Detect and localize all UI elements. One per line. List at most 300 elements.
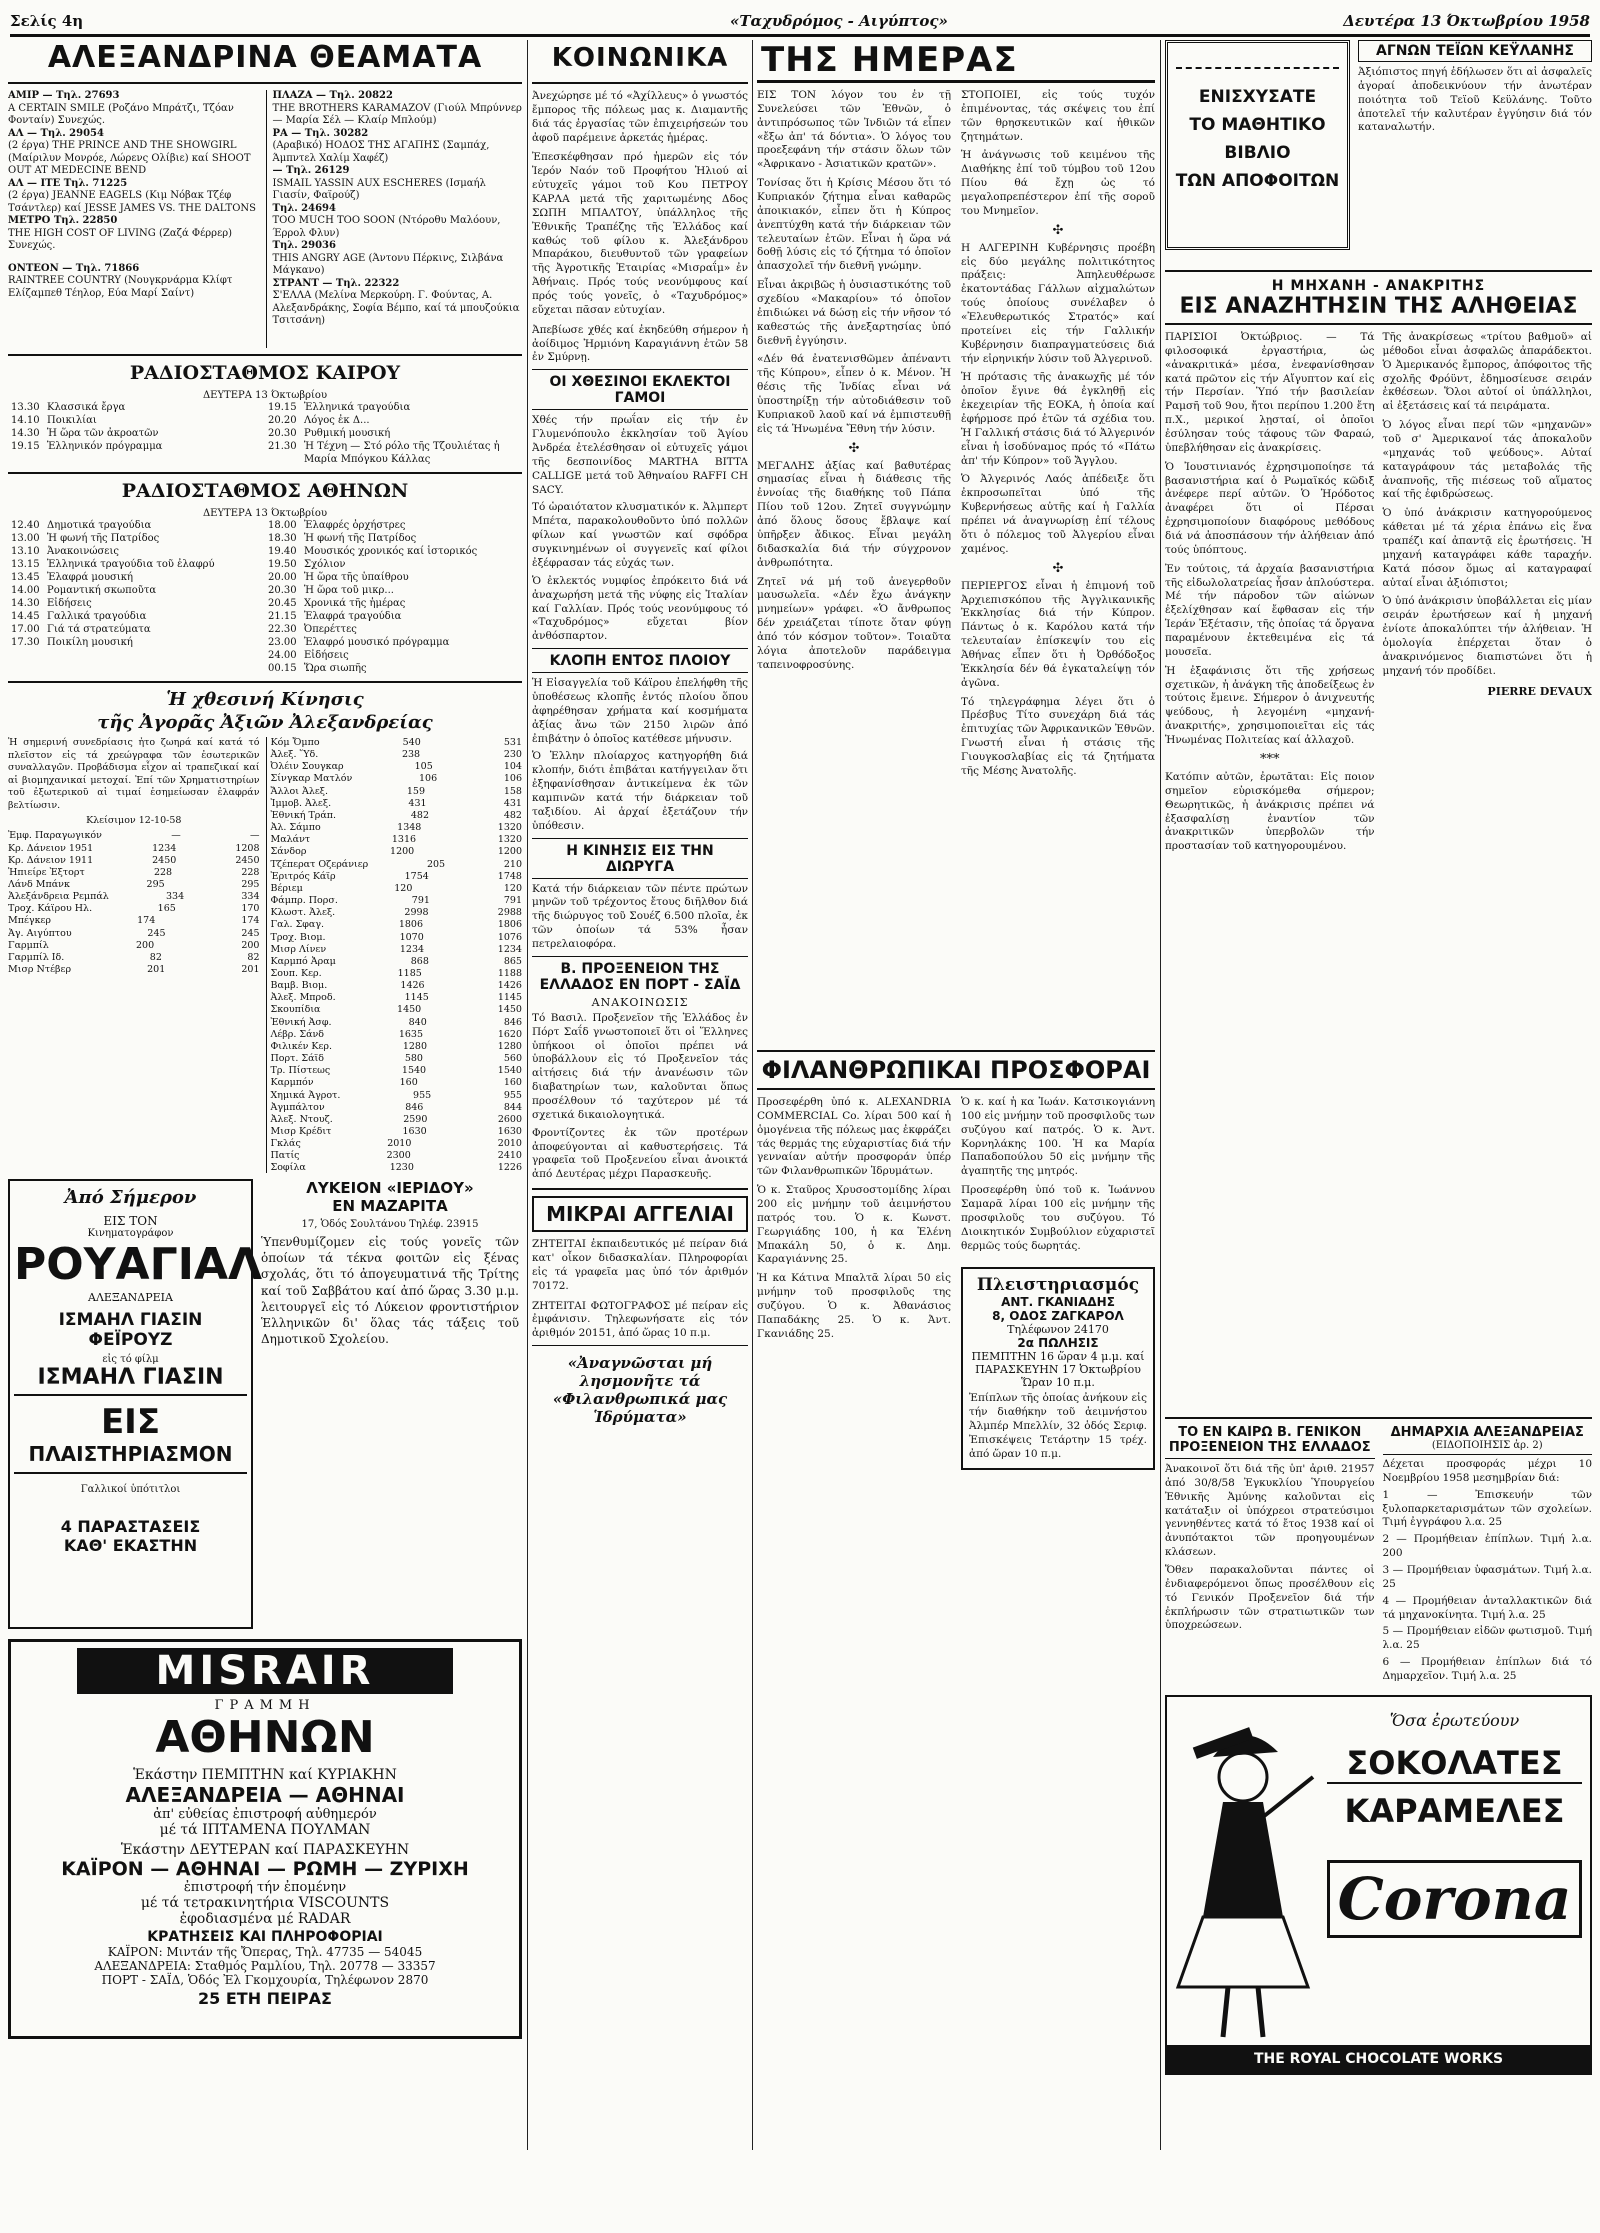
stock-cell: 865: [503, 955, 522, 967]
auction-line: Τηλέφωνον 24170: [1007, 1323, 1109, 1337]
schedule-row: [11, 623, 262, 636]
schedule-program: Ἡ Τέχνη — Στό ρόλο τῆς Τζουλιέτας ἡ Μαρία Μπόγκου Κάλλας: [304, 441, 500, 465]
stock-cell: 1145: [497, 992, 522, 1004]
schedule-row: [268, 584, 519, 597]
ad-line: ΒΙΒΛΙΟ: [1224, 143, 1291, 163]
stock-cell: Σουπ. Κερ.: [270, 967, 322, 979]
schedule-row: [268, 623, 519, 636]
ad-line: ΑΛΕΞΑΝΔΡΕΙΑ — ΑΘΗΝΑΙ: [125, 1783, 405, 1807]
stock-cell: 201: [147, 964, 166, 976]
schedule-program: Ὀπερέττες: [304, 624, 357, 635]
schedule-program: Λόγος ἐκ Δ...: [304, 415, 370, 426]
stock-cell: 238: [401, 749, 421, 761]
stock-row: [271, 895, 523, 907]
article-paragraph: Φροντίζοντες ἐκ τῶν προτέρων ἀποφεύγονται αἱ καθυστερήσεις. Τά γραφεῖα τοῦ Προξενείου εἶναι ἀνοικτά ἀπό Δευτέρας μέχρι Παρασκευῆς.: [532, 1126, 748, 1181]
divider: [8, 82, 522, 84]
schedule-row: [268, 440, 519, 466]
municipality-item: 6 — Προμήθειαν ἐπίπλων διά τό Δημαρχεῖον. Τιμή λ.α. 25: [1382, 1656, 1592, 1683]
divider: [532, 956, 748, 957]
schedule-row: [268, 636, 519, 649]
stock-cell: Βαμβ. Βιομ.: [270, 980, 328, 992]
article-paragraph: ΣΤΟΠΟΙΕΙ, εἰς τούς τυχόν ἐπιμένοντας, τάς σκέψεις του ἐπί τῶν θρησκευτικῶν καί ἠθικῶν ζητημάτων.: [961, 89, 1155, 143]
cinema-entry: THE BROTHERS KARAMAZOV (Γιούλ Μπρύννερ — Μαρία Σέλ — Κλαίρ Μπλούμ): [272, 102, 522, 126]
schedule-time: 21.30: [268, 441, 297, 452]
schedule-row: [11, 584, 262, 597]
cinema-entry: ΡΑ — Τηλ. 30282: [272, 127, 369, 139]
schedule-program: Ἡ ὥρα τῆς ὑπαίθρου: [304, 572, 409, 583]
article-paragraph: Ὁ ὑπό ἀνάκρισιν κατηγορούμενος κάθεται μέ τά χέρια ἐπάνω εἰς ἕνα τραπέζι καί ἀπαντᾷ εἰς ἐρωτήσεις. Ἡ μηχανή καταγράφει κάθε ταραχήν. Κατά πόσον ὅμως αἱ καταγραφαί αὐταί εἶναι ἀξιόπιστοι;: [1382, 507, 1592, 589]
consulate-notice: [1165, 1425, 1375, 1685]
schedule-time: 19.50: [268, 559, 297, 570]
stock-cell: 200: [241, 939, 260, 951]
auction-line: ΑΝΤ. ΓΚΑΝΙΑΔΗΣ: [1001, 1295, 1115, 1310]
stock-row: [271, 737, 523, 749]
schedule-time: 18.30: [268, 533, 297, 544]
schedule-row: [268, 545, 519, 558]
stock-cell: 106: [503, 773, 522, 785]
stock-cell: Λέβρ. Σάνδ: [270, 1028, 325, 1040]
ad-line: μέ τά τετρακινητήρια VISCOUNTS: [140, 1895, 390, 1911]
schedule-row: [268, 401, 519, 414]
charity-col-b: [961, 1096, 1155, 1470]
royal-cinema-ad[interactable]: [8, 1179, 263, 1629]
stock-cell: 846: [503, 1016, 522, 1028]
truth-article: [1165, 331, 1592, 1411]
schedule-program: Ρομαντική σκωποῦτα: [47, 585, 157, 596]
article-paragraph: Ἐν τούτοις, τά ἀρχαία βασανιστήρια τῆς εἰδωλολατρείας ἦσαν ἀπλούστερα. Μέ τήν πάροδον τῶν αἰώνων ἐξελίχθησαν καί ἔφθασαν εἰς τήν Ἱεράν Ἐξέτασιν, τῆς ὁποίας τά ὄργανα παραμένουν ἐκτεθειμένα εἰς τά μουσεῖα.: [1165, 562, 1375, 658]
ad-line: ΓΡΑΜΜΗ: [214, 1698, 316, 1713]
stock-cell: 165: [157, 903, 176, 915]
cinema-entry: ISMAIL YASSIN AUX ESCHERES (Ισμαήλ Γιασίν, Φαϊρούζ): [272, 177, 486, 201]
ad-line: ΣΟΚΟΛΑΤΕΣ: [1327, 1744, 1582, 1784]
schedule-row: [268, 558, 519, 571]
schedule-row: [268, 414, 519, 427]
schedule-program: Ρυθμική μουσική: [304, 428, 391, 439]
stock-cell: Ἐθνική Τράπ.: [270, 809, 337, 821]
stock-cell: 1806: [497, 919, 522, 931]
stock-cell: 174: [137, 915, 156, 927]
stock-cell: 170: [241, 903, 260, 915]
stock-cell: Κρ. Δάνειον 1951: [8, 842, 94, 854]
classified-ad[interactable]: ΖΗΤΕΙΤΑΙ ἐκπαιδευτικός μέ πείραν διά κατ' οἶκον διδασκαλίαν. Πληροφορίαι εἰς τά γραφεῖα μας ὑπό τόν ἀριθμόν 70172.: [532, 1238, 748, 1292]
stock-cell: 1280: [402, 1040, 428, 1052]
schedule-program: Ἡ ὥρα τοῦ μικρ...: [304, 585, 394, 596]
ad-line: ΑΘΗΝΩΝ: [155, 1712, 375, 1763]
stock-cell: 158: [503, 785, 522, 797]
schedule-time: 21.15: [268, 611, 297, 622]
stock-cell: 1540: [497, 1065, 522, 1077]
lyceum-text: Ὑπενθυμίζομεν εἰς τούς γονεῖς τῶν ὁποίων τά τέκνα φοιτῶν εἰς ξένας σχολάς, ὅτι τό ἀπογευματινά τῆς Τρίτης καί τοῦ Σαββάτου καί ἀπό ὥρας 3.30 μ.μ. λειτουργεῖ εἰς τό Λύκειον φροντιστήριον Ἑλληνικῶν δι' ὅλας τάς τάξεις τοῦ Δημοτικοῦ Σχολείου.: [261, 1235, 519, 1347]
stock-row: [271, 956, 523, 968]
graduates-book-ad[interactable]: [1165, 40, 1350, 250]
schedule-program: Κλασσικά ἔργα: [47, 402, 126, 413]
divider: [532, 1188, 748, 1190]
schedule-program: Ἑλληνικόν πρόγραμμα: [47, 441, 163, 452]
stock-cell: 1630: [497, 1126, 522, 1137]
article-paragraph: Χθές τήν πρωΐαν εἰς τήν ἐν Γλυμενόπουλο ἐκκλησίαν τοῦ Ἁγίου Ἀνδρέα ἐτελέσθησαν οἱ εὐτυχεῖς γάμοι τῆς δεσποινίδος MARTHA BITTA CALLIGE μετά τοῦ Ἀθηναίου RAFFI CH SACY.: [532, 414, 748, 496]
stock-row: [271, 749, 523, 761]
stock-row: [271, 944, 523, 956]
ad-line: ΙΣΜΑΗΛ ΓΙΑΣΙΝ: [14, 1365, 247, 1396]
lyceum-subtitle: ΕΝ ΜΑΖΑΡΙΤΑ: [332, 1197, 448, 1215]
stock-cell: Γκλάς: [270, 1138, 301, 1150]
stock-cell: 1806: [398, 919, 424, 931]
stock-cell: 106: [419, 773, 438, 785]
schedule-program: Ἐλαφρές ὀρχήστρες: [304, 520, 406, 531]
stock-row: [271, 1102, 523, 1114]
stock-row: [271, 1065, 523, 1077]
column-day: [757, 40, 1155, 2225]
stock-row: [8, 830, 260, 842]
stock-row: [8, 855, 260, 867]
stock-cell: 2010: [387, 1138, 412, 1150]
cinema-entry: TOO MUCH TOO SOON (Ντόροθυ Μαλόουν, Έρρολ Φλυν): [272, 215, 501, 239]
stock-cell: 1234: [152, 842, 177, 854]
schedule-program: Ἐλαφρά τραγούδια: [304, 611, 402, 622]
municipality-item: 1 — Ἐπισκευήν τῶν ξυλοπαρκεταρισμάτων τῶν σχολείων. Τιμή ἐγγράφου λ.α. 25: [1382, 1488, 1592, 1529]
headline-municipality: ΔΗΜΑΡΧΙΑ ΑΛΕΞΑΝΔΡΕΙΑΣ: [1390, 1425, 1584, 1440]
stock-cell: 160: [503, 1077, 522, 1089]
stock-row: [8, 843, 260, 855]
stock-row: [271, 1126, 523, 1138]
stock-row: [271, 919, 523, 931]
stock-cell: 955: [413, 1089, 432, 1101]
stock-row: [8, 891, 260, 903]
stocks-title: Ἡ χθεσινή Κίνησις: [166, 689, 364, 710]
section-ornament: ✣: [1052, 560, 1064, 576]
stock-cell: 2300: [386, 1150, 411, 1162]
schedule-left: [8, 401, 265, 466]
lyceum-notice: [261, 1179, 519, 1629]
charity-section: [757, 1050, 1155, 1470]
stock-row: [8, 940, 260, 952]
schedule-row: [11, 532, 262, 545]
cinema-entry: ΑΛ — Τηλ. 29054: [8, 127, 104, 139]
stock-cell: Καρμπό Ἀραμ: [270, 955, 336, 967]
stock-cell: Γαλ. Σφαγ.: [270, 919, 325, 931]
schedule-time: 12.40: [11, 520, 40, 531]
schedule-right: [265, 519, 522, 675]
ad-line: Ἑκάστην ΠΕΜΠΤΗΝ καί ΚΥΡΙΑΚΗΝ: [133, 1767, 397, 1783]
stock-row: [271, 859, 523, 871]
schedule-program: Ποικίλη μουσική: [47, 637, 133, 648]
article-paragraph: Προσεφέρθη ὑπό κ. ALEXANDRIA COMMERCIAL Co. λίραι 500 καί ἡ ὁμογένεια τῆς πόλεως μας ἐκφράζει τάς θερμάς της εὐχαριστίας διά τήν γενναίαν αὐτήν προσφοράν ὑπέρ τῶν Φιλανθρωπικῶν Ἱδρυμάτων.: [757, 1096, 951, 1178]
stock-cell: 1145: [404, 992, 429, 1004]
headline-canal: Η ΚΙΝΗΣΙΣ ΕΙΣ ΤΗΝ ΔΙΩΡΥΓΑ: [532, 843, 748, 879]
stock-cell: 2998: [404, 907, 429, 919]
stock-cell: Τζέπερατ Οζεράνιερ: [270, 858, 369, 870]
schedule-time: 17.00: [11, 624, 40, 635]
stock-cell: 431: [408, 797, 427, 809]
schedule-program: Γιά τά στρατεύματα: [47, 624, 151, 635]
paper-name: «Ταχυδρόμος - Αιγύπτος»: [730, 12, 948, 30]
stock-row: [8, 867, 260, 879]
schedule-time: 19.40: [268, 546, 297, 557]
ad-line: ΠΟΡΤ - ΣΑΪΔ, Ὁδός Ἐλ Γκομχουρία, Τηλέφωνον 2870: [101, 1973, 429, 1987]
divider: [8, 681, 522, 683]
ad-line: ΕΝΙΣΧΥΣΑΤΕ: [1198, 87, 1317, 107]
stock-row: [271, 907, 523, 919]
column-social: [532, 40, 748, 2225]
article-paragraph: Ἡ πρότασις τῆς ἀνακωχῆς μέ τόν ὁποῖον ἔγινε θά ἐγκληθῇ εἰς ἐκεχειρίαν τῆς ΕΟΚΑ, ἡ ὁποία καί ἐφήρμοσε πρό ἐτῶν τά σχέδια του. Ἡ Γαλλική στάσις διά τό Ἀλγερινόν εἶναι ἡ ἰσοδύναμος πρός τό «Πάτω ἀπ' τήν Κύπρον» τοῦ Ἄγγλου.: [961, 371, 1155, 467]
stock-cell: Λάνδ Μπάνκ: [8, 878, 70, 890]
article-paragraph: Εἶναι ἀκριβῶς ἡ ὀυσιαστικότης τοῦ σχεδίου «Μακαρίου» τό ὁποῖον ἐπιδιώκει νά δώσῃ εἰς τήν νῆσον τό καθεστώς τῆς ἀνεξαρτησίας ὑπό διεθνῆ ἐγγύησιν.: [757, 279, 951, 347]
schedule-row: [268, 649, 519, 662]
schedule-program: Ἡ φωνή τῆς Πατρίδος: [47, 533, 160, 544]
auction-line: 2α ΠΩΛΗΣΙΣ: [1017, 1336, 1099, 1351]
cinema-entry: ΣΤΡΑΝΤ — Τηλ. 22322: [272, 277, 400, 289]
municipality-subtitle: (ΕΙΔΟΠΟΙΗΣΙΣ ἀρ. 2): [1383, 1440, 1593, 1455]
stock-cell: 560: [503, 1053, 522, 1065]
radio-cairo-day: ΔΕΥΤΕΡΑ 13 Όκτωβρίου: [202, 390, 328, 401]
truth-col-a: [1165, 331, 1375, 1411]
schedule-time: 20.20: [268, 415, 297, 426]
stocks-cotton: Κλείσιμον 12-10-58: [86, 815, 182, 827]
article-paragraph: Ὁ Ἑλλην πλοίαρχος κατηγορήθη διά κλοπήν, διότι ἐπιβάται κατήγγειλαν ὅτι ἐξηφανίσθησαν ἀντικείμενα ἐκ τῶν καμπινῶν κατά τήν διάρκειαν τοῦ ταξιδίου. Αἱ ἀρχαί ἐξετάζουν τήν ὑπόθεσιν.: [532, 750, 748, 832]
schedule-row: [268, 532, 519, 545]
stock-row: [271, 1004, 523, 1016]
schedule-row: [11, 610, 262, 623]
section-ornament: ✣: [848, 440, 860, 456]
schedule-time: 23.00: [268, 637, 297, 648]
article-paragraph: Τό ὡραιότατον κλυσματικόν κ. Ἀλμπερτ Μπέτα, παρακολουθοῦντο ὑπό πολλῶν φίλων καί γνωστῶν καί σφόδρα συγκινημένων οἱ συγγενεῖς καί φίλοι ἐξέφρασαν τάς εὐχάς των.: [532, 501, 748, 569]
schedule-program: Ἑλληνικά τραγούδια: [304, 402, 411, 413]
schedule-time: 14.45: [11, 611, 40, 622]
stock-cell: 1320: [497, 834, 522, 846]
stock-cell: 120: [394, 882, 413, 894]
schedule-time: 18.00: [268, 520, 297, 531]
schedule-time: 14.30: [11, 598, 40, 609]
headline-consulate: Β. ΠΡΟΞΕΝΕΙΟΝ ΤΗΣ ΕΛΛΑΔΟΣ ΕΝ ΠΟΡΤ - ΣΑΪΔ: [539, 960, 741, 993]
stock-row: [271, 932, 523, 944]
ad-line: 25 ΕΤΗ ΠΕΙΡΑΣ: [198, 1989, 332, 2008]
stock-cell: 1280: [497, 1040, 522, 1052]
stock-cell: 846: [405, 1101, 424, 1113]
stock-cell: 791: [411, 895, 430, 907]
schedule-time: 14.10: [11, 415, 40, 426]
stock-cell: Φιλικέν Κερ.: [270, 1040, 333, 1052]
stock-cell: 228: [241, 866, 260, 878]
stock-row: [271, 1053, 523, 1065]
col1-ads-row: [8, 1179, 522, 1629]
divider: [532, 648, 748, 649]
stock-cell: Σάνδορ: [270, 846, 307, 858]
misrair-ad[interactable]: [8, 1639, 522, 2039]
stock-cell: 868: [410, 955, 429, 967]
lyceum-title: ΛΥΚΕΙΟΝ «ΙΕΡΙΔΟΥ»: [306, 1179, 474, 1197]
stock-row: [8, 903, 260, 915]
stock-cell: Σίνγκαρ Ματλόν: [270, 773, 353, 785]
schedule-row: [268, 662, 519, 675]
section-ornament: ✣: [1052, 222, 1064, 238]
cinema-list-left: [8, 90, 258, 348]
stock-cell: 334: [166, 891, 185, 903]
schedule-program: Ἡ ὥρα τῶν ἀκροατῶν: [47, 428, 159, 439]
stock-cell: 230: [503, 749, 522, 761]
stock-cell: 1070: [399, 931, 424, 943]
section-title-social: ΚΟΙΝΩΝΙΚΑ: [551, 43, 729, 73]
ad-line: ΚΑΪΡΟΝ: Μιντάν τῆς Ὄπερας, Τηλ. 47735 — 54045: [107, 1945, 423, 1959]
schedule-program: Ποικιλίαι: [47, 415, 97, 426]
stock-cell: Κόμ Ὄμπο: [270, 737, 320, 748]
schedule-left: [8, 519, 265, 675]
article-paragraph: Ὁ ἐκλεκτός νυμφίος ἐπρόκειτο διά νά ἀναχωρήση μετά τῆς νύφης εἰς Ἰταλίαν καί Γαλλίαν. Πρός τούς νεονύμφους τό «Ταχυδρόμος» εὔχεται βίον ἀνθόσπαρτον.: [532, 574, 748, 643]
radio-athens-day: ΔΕΥΤΕΡΑ 13 Όκτωβρίου: [202, 508, 328, 519]
schedule-row: [268, 597, 519, 610]
article-paragraph: Ζητεῖ νά μή τοῦ ἀνεγερθοῦν μαυσωλεῖα. «Δέν ἔχω ἀνάγκην μνημείων» γράφει. «Ὁ ἄνθρωπος δέν χρειάζεται τίποτε ὅταν φύγῃ ἀπό τόν κόσμον τοῦτον». Τοιαῦτα λόγια ἀποτελοῦν παράδειγμα ταπεινοφροσύνης.: [757, 575, 951, 671]
schedule-row: [11, 558, 262, 571]
article-paragraph: Ἡ Εἰσαγγελία τοῦ Κάϊρου ἐπελήφθη τῆς ὑποθέσεως κλοπῆς ἐντός πλοίου ὅπου ἀφηρέθησαν χρήματα καί κοσμήματα ἀξίας ἄνω τῶν 2150 λιρῶν ἀπό ἐπιβάτην ὁ ὁποῖος κατέθεσε μήνυσιν.: [532, 677, 748, 745]
article-paragraph: Προσεφέρθη ὑπό τοῦ κ. Ἰωάννου Σαμαρᾶ λίραι 100 εἰς μνήμην τῆς προσφιλοῦς του συζύγου. Τό Διοικητικόν Συμβούλιον εὐχαριστεῖ θερμῶς τούς δωρητάς.: [961, 1184, 1155, 1252]
schedule-row: [268, 427, 519, 440]
headline-truth: ΕΙΣ ΑΝΑΖΗΤΗΣΙΝ ΤΗΣ ΑΛΗΘΕΙΑΣ: [1165, 294, 1592, 325]
municipality-item: Δέχεται προσφοράς μέχρι 10 Νοεμβρίου 1958 μεσημβρίαν διά:: [1382, 1458, 1592, 1484]
stock-cell: 2600: [497, 1113, 522, 1125]
schedule-program: Γαλλικά τραγούδια: [47, 611, 147, 622]
stock-cell: 1426: [497, 980, 522, 992]
ad-line: ΚΑΘ' ΕΚΑΣΤΗΝ: [63, 1536, 198, 1555]
cinema-entry: ΟΝΤΕΟΝ — Τηλ. 71866: [8, 262, 140, 274]
cinema-entry: A CERTAIN SMILE (Ροζάνο Μπράτζι, Τζόαν Φονταίν) Συνεχώς.: [8, 102, 234, 126]
stock-row: [271, 1017, 523, 1029]
auction-line: ΠΕΜΠΤΗΝ 16 ὥραν 4 μ.μ. καί ΠΑΡΑΣΚΕΥΗΝ 17 Ὀκτωβρίου: [971, 1350, 1145, 1377]
cinema-entry: (Αραβικό) ΗΟΔΟΣ ΤΗΣ ΑΓΑΠΗΣ (Σαμπάχ, Άμπντελ Χαλίμ Χαφέζ): [272, 140, 490, 164]
cinema-entry: Σ'ΕΛΛΑ (Μελίνα Μερκούρη. Γ. Φούντας, Α. Αλεξανδράκης, Σοφία Βέμπο, καί τά μπουζούκια Τσιτσάνη): [272, 290, 520, 326]
auction-title: Πλειστηριασμός: [976, 1275, 1140, 1296]
stock-cell: 1630: [402, 1126, 427, 1137]
schedule-time: 00.15: [268, 663, 297, 674]
stock-cell: Ἰμμοβ. Ἀλεξ.: [270, 797, 332, 809]
stock-cell: 245: [147, 927, 166, 939]
schedule-row: [268, 519, 519, 532]
stock-row: [271, 1041, 523, 1053]
column-features: [1165, 40, 1592, 2225]
stock-cell: 295: [146, 878, 165, 890]
stock-cell: 1450: [397, 1004, 422, 1016]
schedule-time: 17.30: [11, 637, 40, 648]
schedule-time: 24.00: [268, 650, 297, 661]
article-paragraph: Τό τηλεγράφημα λέγει ὅτι ὁ Πρέσβυς Τίτο συνεχάρη διά τάς ἐπιτυχίας τῶν Ἀφρικανικῶν Ἐθνῶν. Γνωστή εἶναι ἡ στάσις τῆς Γιουγκοσλαβίας εἰς τά ζητήματα τῆς Μέσης Ἀνατολῆς.: [961, 695, 1155, 777]
stock-cell: 1450: [497, 1004, 522, 1016]
auction-line: Ὥραν 10 π.μ.: [1021, 1376, 1095, 1390]
stock-cell: Καρμπόν: [270, 1077, 314, 1089]
schedule-program: Χρονικά τῆς ἡμέρας: [304, 598, 406, 609]
stock-cell: Ἀλεξ. Μπροδ.: [270, 992, 336, 1004]
stock-row: [271, 773, 523, 785]
municipality-items: [1383, 1458, 1593, 1684]
article-paragraph: Ὁ κ. καί ἡ κα Ἰωάν. Κατσικογιάννη 100 εἰς μνήμην τοῦ προσφιλοῦς των συζύγου καί πατρός. Ὁ κ. Ἀντ. Κορνηλάκης 100. Ἡ κα Μαρία Παπαδοπούλου 50 εἰς μνήμην τῆς ἀγαπητῆς της μητρός.: [961, 1096, 1155, 1178]
stock-cell: 791: [503, 895, 522, 907]
ad-line: ΕΙΣ ΤΟΝ: [103, 1214, 158, 1228]
ad-line: ΑΛΕΞΑΝΔΡΕΙΑ: [88, 1291, 173, 1304]
stocks-intro: Ἡ σημερινή συνεδρίασις ἦτο ζωηρά καί κατά τό πλεῖστον εἰς τά χρεώγραφα τῶν ἐσωτερικῶν συναλλαγῶν. Προβάδισμα εἶχον αἱ τραπεζικαί καί αἱ βιομηχανικαί μετοχαί. Ἐπί τῶν Χρηματιστηρίων τοῦ ἐξωτερικοῦ αἱ τιμαί ἐσημείωσαν ἐλαφράν βελτίωσιν.: [8, 737, 260, 811]
schedule-time: 20.45: [268, 598, 297, 609]
column-rule: [1160, 40, 1161, 2150]
section-title-theatres: ΑΛΕΞΑΝΔΡΙΝΑ ΘΕΑΜΑΤΑ: [47, 40, 483, 75]
schedule-row: [11, 636, 262, 649]
stock-cell: 159: [406, 785, 426, 797]
cinema-listings: [8, 90, 522, 348]
cinema-entry: THE HIGH COST OF LIVING (Ζαζά Φέρρερ) Συνεχώς.: [8, 227, 233, 251]
headline-consulate-cairo: ΤΟ ΕΝ ΚΑΪΡΩ Β. ΓΕΝΙΚΟΝ ΠΡΟΞΕΝΕΙΟΝ ΤΗΣ ΕΛΛΑΔΟΣ: [1165, 1425, 1375, 1459]
stock-cell: 210: [503, 858, 522, 870]
cinema-entry: THIS ANGRY AGE (Άντονυ Πέρκινς, Σιλβάνα Μάγκανο): [272, 252, 504, 276]
stock-cell: 1200: [497, 846, 522, 858]
stock-cell: Βέριεμ: [270, 882, 303, 894]
stocks-right: [266, 737, 523, 1173]
stock-cell: Σοφίλα: [270, 1162, 306, 1173]
schedule-time: 20.30: [268, 428, 297, 439]
stock-row: [8, 879, 260, 891]
ad-line: Ὅσα ἐρωτεύουν: [1389, 1711, 1520, 1730]
ad-line: Ἑκάστην ΔΕΥΤΕΡΑΝ καί ΠΑΡΑΣΚΕΥΗΝ: [120, 1842, 410, 1858]
stock-cell: Κλωστ. Ἀλεξ.: [270, 907, 336, 919]
article-paragraph: ΠΕΡΙΕΡΓΟΣ εἶναι ἡ ἐπιμονή τοῦ Ἀρχιεπισκόπου τῆς Ἀγγλικανικῆς Ἐκκλησίας διά τήν Κύπρον. Πάντως ὁ κ. Καρόλου κατά τήν τελευταίαν ἐπίσκεψίν του εἰς Ἀθήνας εἶπεν ὅτι ἡ Ὀρθόδοξος Ἐκκλησία δέν θά ἐγκαταλείψῃ τόν ἀγῶνα.: [961, 579, 1155, 689]
stock-cell: 105: [414, 761, 433, 773]
article-paragraph: Ὁ κ. Σταῦρος Χρυσοστομίδης λίραι 200 εἰς μνήμην τοῦ ἀειμνήστου πατρός του. Ὁ κ. Κωνστ. Γεωργιάδης 100, ἡ κα Ἑλένη Μπακάλη 50, ὁ κ. Δημ. Καραγιάννης 25.: [757, 1184, 951, 1266]
stock-cell: 840: [408, 1016, 427, 1028]
stock-cell: 120: [503, 882, 522, 894]
schedule-program: Ἐλαφρά μουσική: [47, 572, 134, 583]
classified-ad[interactable]: ΖΗΤΕΙΤΑΙ ΦΩΤΟΓΡΑΦΟΣ μέ πείραν εἰς ἐμφάνισιν. Τηλεφωνήσατε εἰς τόν ἀριθμόν 20151, ἀπό ὥρας 10 π.μ.: [532, 1299, 748, 1340]
stock-cell: 1540: [401, 1065, 427, 1077]
radio-athens-schedule: [8, 519, 522, 675]
stock-cell: 1188: [497, 967, 522, 979]
stock-cell: 1754: [404, 870, 429, 882]
cinema-entry: Τηλ. 29036: [272, 240, 336, 251]
stock-cell: 2010: [497, 1138, 522, 1150]
stock-row: [271, 871, 523, 883]
stock-cell: Ἐριτρός Κάϊρ: [270, 870, 336, 882]
stock-cell: 2410: [497, 1150, 522, 1162]
schedule-time: 13.30: [11, 402, 40, 413]
stock-cell: Φάμπρ. Πορσ.: [270, 895, 338, 907]
stock-cell: 1226: [497, 1162, 522, 1173]
municipality-item: 3 — Προμήθειαν ὑφασμάτων. Τιμή λ.α. 25: [1382, 1564, 1592, 1590]
article-paragraph: Ἀνεχώρησε μέ τό «Ἀχίλλευς» ὁ γνωστός ἔμπορος τῆς πόλεως μας κ. Διαμαντῆς διά τάς ἐργασίας τῶν ἐπιχειρήσεών του ἀφοῦ παρέμεινε ἀρκετάς ἡμέρας.: [532, 90, 748, 144]
divider: [532, 82, 748, 84]
stock-cell: 580: [404, 1053, 423, 1065]
divider: [1165, 1417, 1592, 1419]
corona-ad[interactable]: [1165, 1695, 1592, 2075]
article-paragraph: Ἐπεσκέφθησαν πρό ἡμερῶν εἰς τόν Ἱερόν Ναόν τοῦ Προφήτου Ἠλιού αἱ εὐτυχεῖς γάμοι τοῦ Κου ΠΕΤΡΟΥ ΚΑΡΛΑ μετά τῆς χαριτωμένης Δδος ΣΩΠΗ ΜΠΑΛΤΟΥ, ὑπάλληλος τῆς Ἐθνικῆς Τραπέζης τῆς Ἑλλάδος καί καθώς τοῦ φίλου κ. Ἀλεξάνδρου Μπαράκου, διευθυντοῦ τῶν γραφείων τῆς Ἀγροτικῆς Ἑταιρίας «Μισραΐμ» ἐν Ἀθήναις. Πρός τούς νεονύμφους καί πρός τούς γονεῖς, ὁ «Ταχυδρόμος» εὔχεται πᾶσαν εὐτυχίαν.: [532, 151, 748, 316]
ad-cinema-name: ΡΟΥΑΓΙΑΛ: [14, 1239, 263, 1290]
announcement-label: ΑΝΑΚΟΙΝΩΣΙΣ: [591, 995, 689, 1009]
cinema-entry: (2 έργα) THE PRINCE AND THE SHOWGIRL (Μαίριλυν Μονρόε, Λώρενς Ολίβιε) καί SHOOT OUT AT MEDECINE BEND: [8, 140, 251, 176]
stocks-subtitle: τῆς Ἀγορᾶς Ἀξιῶν Ἀλεξανδρείας: [97, 712, 433, 733]
stock-row: [271, 1090, 523, 1102]
schedule-time: 13.10: [11, 546, 40, 557]
ad-line: Κινηματογράφον: [87, 1228, 174, 1239]
cinema-entry: (2 έργα) JEANNE EAGELS (Κιμ Νόβακ Τζέφ Τσάντλερ) καί JESSE JAMES VS. THE DALTONS: [8, 190, 257, 214]
ad-line: μέ τά ΙΠΤΑΜΕΝΑ ΠΟΥΛΜΑΝ: [159, 1822, 371, 1838]
ad-line: ΙΣΜΑΗΛ ΓΙΑΣΙΝ: [58, 1310, 203, 1330]
auction-ad[interactable]: [961, 1267, 1155, 1469]
ad-line: ΠΛΑΙΣΤΗΡΙΑΣΜΟΝ: [14, 1442, 247, 1474]
stock-cell: 844: [503, 1101, 522, 1113]
stock-cell: Κρ. Δάνειον 1911: [8, 854, 94, 866]
stock-row: [271, 1162, 523, 1173]
schedule-time: 13.45: [11, 572, 40, 583]
stock-cell: 228: [153, 866, 173, 878]
ad-line: ΚΑΪΡΟΝ — ΑΘΗΝΑΙ — ΡΩΜΗ — ΖΥΡΙΧΗ: [61, 1858, 469, 1880]
stock-cell: 1230: [389, 1162, 414, 1173]
stock-cell: 201: [241, 964, 260, 976]
schedule-row: [11, 427, 262, 440]
schedule-time: 13.15: [11, 559, 40, 570]
municipality-item: 5 — Προμήθειαν εἰδῶν φωτισμοῦ. Τιμή λ.α. 25: [1382, 1625, 1592, 1652]
divider: [532, 838, 748, 839]
